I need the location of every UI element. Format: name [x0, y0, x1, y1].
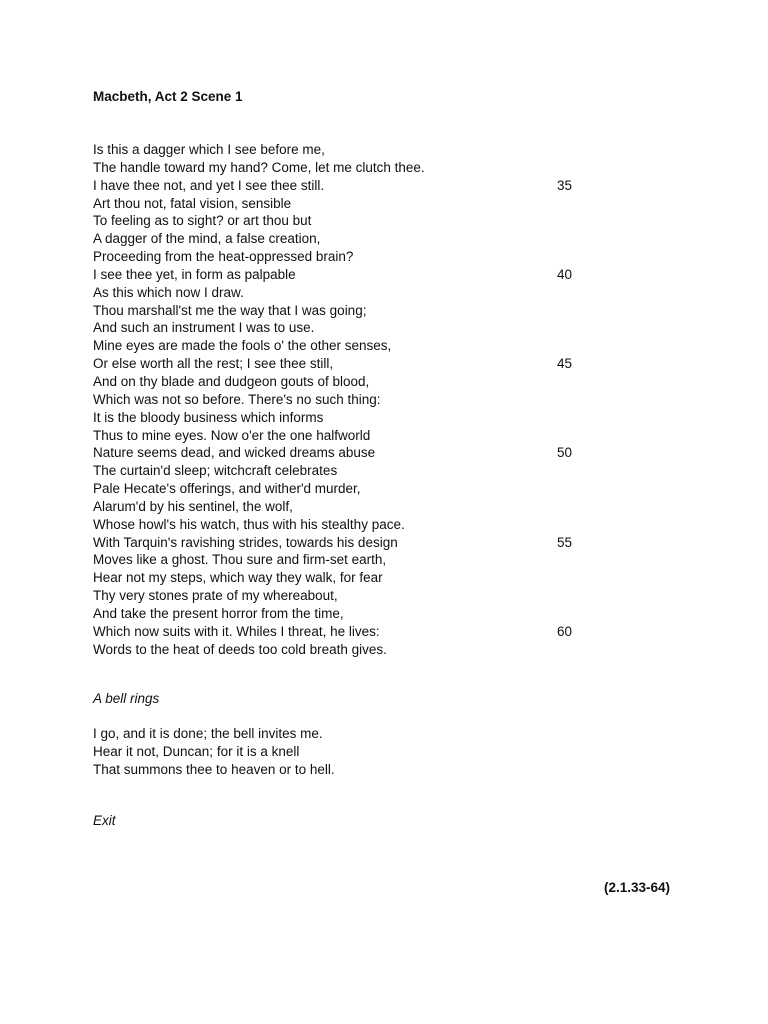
closing-verse-line: Hear it not, Duncan; for it is a knell [93, 743, 300, 759]
verse-line [93, 355, 593, 373]
verse-line [93, 569, 593, 587]
stage-direction-exit: Exit [93, 813, 116, 828]
verse-line-text: As this which now I draw. [93, 284, 244, 300]
verse-line [93, 195, 593, 213]
verse-line-text: The handle toward my hand? Come, let me clutch thee. [93, 159, 425, 175]
verse-line [93, 141, 593, 159]
document-title: Macbeth, Act 2 Scene 1 [93, 89, 243, 104]
verse-line-text: Whose howl's his watch, thus with his stealthy pace. [93, 516, 405, 532]
line-number: 45 [557, 356, 573, 372]
verse-line [93, 516, 593, 534]
verse-line [93, 534, 593, 552]
verse-line-text: And take the present horror from the time, [93, 605, 344, 621]
verse-line [93, 302, 593, 320]
verse-line [93, 427, 593, 445]
verse-line-text: Is this a dagger which I see before me, [93, 142, 325, 157]
verse-line [93, 444, 593, 462]
line-number: 50 [557, 445, 573, 461]
verse-line-text: Thou marshall'st me the way that I was going; [93, 302, 367, 318]
verse-line-text: Which now suits with it. Whiles I threat, he lives: [93, 623, 380, 639]
verse-line-text: Art thou not, fatal vision, sensible [93, 195, 292, 211]
verse-line [93, 373, 593, 391]
verse-line-text: Thy very stones prate of my whereabout, [93, 588, 338, 604]
verse-line [93, 266, 593, 284]
verse-line-text: Or else worth all the rest; I see thee still, [93, 356, 334, 372]
verse-line-text: Words to the heat of deeds too cold breath gives. [93, 641, 387, 657]
verse-block [93, 141, 593, 658]
verse-line-text: Proceeding from the heat-oppressed brain? [93, 249, 354, 265]
verse-line-text: Alarum'd by his sentinel, the wolf, [93, 498, 293, 514]
verse-line-text: Moves like a ghost. Thou sure and firm-set earth, [93, 552, 387, 568]
verse-line [93, 230, 593, 248]
verse-line-text: And on thy blade and dudgeon gouts of blood, [93, 373, 370, 389]
citation-reference: (2.1.33-64) [604, 880, 671, 895]
verse-line-text: To feeling as to sight? or art thou but [93, 213, 312, 229]
line-number: 35 [557, 177, 573, 193]
verse-line [93, 409, 593, 427]
verse-line [93, 159, 593, 177]
verse-line [93, 284, 593, 302]
verse-line-text: A dagger of the mind, a false creation, [93, 231, 321, 247]
verse-line-text: Thus to mine eyes. Now o'er the one halfworld [93, 427, 371, 443]
verse-line-text: Nature seems dead, and wicked dreams abuse [93, 445, 376, 461]
verse-line [93, 605, 593, 623]
stage-direction-bell: A bell rings [93, 691, 160, 706]
verse-line-text: With Tarquin's ravishing strides, towards his design [93, 534, 398, 550]
line-number: 40 [557, 266, 573, 282]
line-number: 55 [557, 534, 573, 550]
verse-line [93, 248, 593, 266]
verse-line [93, 177, 593, 195]
verse-line-text: Pale Hecate's offerings, and wither'd murder, [93, 481, 361, 497]
closing-verse-block [93, 725, 335, 779]
verse-line [93, 319, 593, 337]
verse-line [93, 462, 593, 480]
verse-line-text: I see thee yet, in form as palpable [93, 266, 296, 282]
verse-line [93, 641, 593, 659]
verse-line [93, 337, 593, 355]
verse-line-text: Which was not so before. There's no such thing: [93, 391, 381, 407]
verse-line-text: And such an instrument I was to use. [93, 320, 315, 336]
closing-verse-line: That summons thee to heaven or to hell. [93, 761, 335, 777]
verse-line-text: Mine eyes are made the fools o' the other senses, [93, 338, 392, 354]
verse-line [93, 480, 593, 498]
line-number: 60 [557, 623, 573, 639]
verse-line [93, 498, 593, 516]
verse-line-text: I have thee not, and yet I see thee still. [93, 177, 325, 193]
verse-line-text: Hear not my steps, which way they walk, for fear [93, 570, 383, 586]
verse-line [93, 551, 593, 569]
verse-line [93, 587, 593, 605]
verse-line [93, 391, 593, 409]
verse-line [93, 623, 593, 641]
verse-line-text: It is the bloody business which informs [93, 409, 324, 425]
verse-line [93, 212, 593, 230]
verse-line-text: The curtain'd sleep; witchcraft celebrates [93, 463, 338, 479]
closing-verse-line: I go, and it is done; the bell invites me. [93, 726, 323, 741]
